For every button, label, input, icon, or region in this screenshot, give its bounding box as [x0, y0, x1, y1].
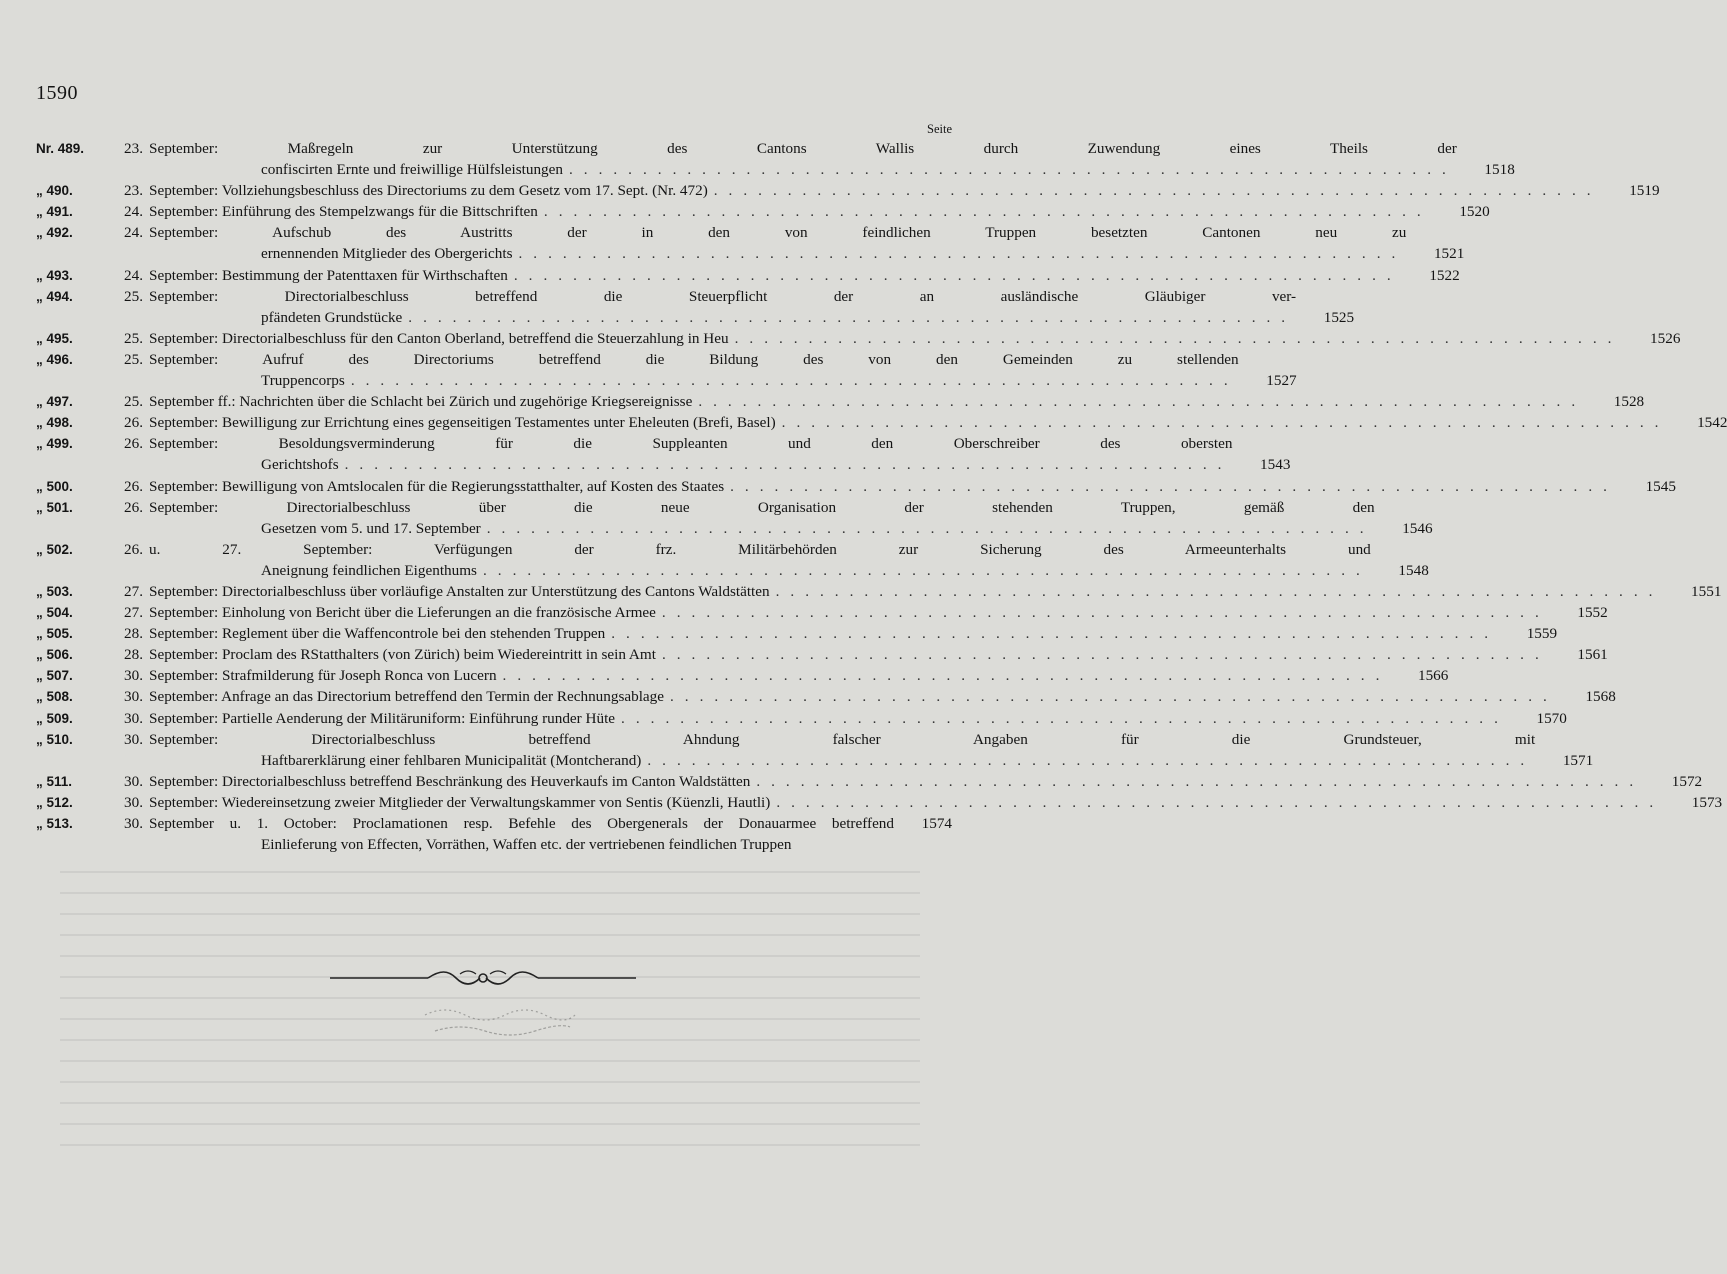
entry-day: 26.	[124, 540, 143, 558]
entry-title-line: September: Aufschub des Austritts der in den von feindlichen Truppen besetzten Cantonen neu zu	[149, 224, 1407, 242]
page-column-header: Seite	[927, 122, 952, 136]
entry-title-line: September: Bestimmung der Patenttaxen für Wirthschaften	[149, 266, 508, 284]
dot-leader: ............................................................	[408, 308, 1297, 326]
entry-title-line: September: Einführung des Stempelzwangs für die Bittschriften	[149, 203, 538, 221]
toc-entry	[36, 328, 1681, 349]
dot-leader: ............................................................	[502, 667, 1391, 685]
entry-title-line: September: Wiedereinsetzung zweier Mitglieder der Verwaltungskammer von Sentis (Küenzli, Hautli)	[149, 793, 771, 811]
entry-title	[146, 581, 1663, 602]
entry-title	[146, 476, 1618, 497]
dot-leader: ............................................................	[698, 393, 1587, 411]
dot-leader: ............................................................	[730, 477, 1618, 495]
entry-page-number: 1526	[1650, 329, 1681, 347]
entry-title	[146, 328, 1622, 349]
entry-title	[146, 539, 1371, 581]
entry-page-number: 1552	[1577, 604, 1608, 622]
entry-title-line: September: Aufruf des Directoriums betreffend die Bildung des von den Gemeinden zu stellenden	[149, 350, 1239, 368]
entry-day: 30.	[124, 730, 143, 748]
entry-page-number: 1545	[1645, 477, 1676, 495]
toc-entry	[36, 412, 1727, 433]
dot-leader: ............................................................	[518, 245, 1407, 263]
entry-title-line: September ff.: Nachrichten über die Schlacht bei Zürich und zugehörige Kriegsereignisse	[149, 393, 693, 411]
entry-page-number: 1542	[1697, 414, 1727, 432]
entry-title-line: September: Einholung von Bericht über die Lieferungen an die französische Armee	[149, 604, 656, 622]
entry-title	[146, 771, 1644, 792]
entry-title	[146, 686, 1558, 707]
entry-number: „ 506.	[36, 647, 73, 663]
entry-number: „ 498.	[36, 415, 73, 431]
entry-day: 26.	[124, 414, 143, 432]
dot-leader: ............................................................	[568, 161, 1457, 179]
toc-entry	[36, 265, 1460, 286]
entry-title	[146, 433, 1232, 475]
entry-page-number: 1527	[1266, 372, 1297, 390]
dot-leader: ............................................................	[661, 646, 1550, 664]
entry-title-continuation: Truppencorps	[261, 372, 345, 390]
faded-stamp	[420, 995, 580, 1043]
entry-page-number: 1528	[1613, 393, 1645, 411]
entry-number: „ 490.	[36, 183, 73, 199]
toc-entry	[36, 539, 1429, 581]
toc-entry	[36, 813, 952, 855]
entry-title	[146, 708, 1509, 729]
entry-title	[146, 602, 1550, 623]
entry-title-continuation: pfändeten Grundstücke	[261, 308, 403, 326]
dot-leader: ............................................................	[776, 793, 1665, 811]
entry-number: „ 500.	[36, 478, 73, 494]
toc-entry	[36, 497, 1433, 539]
toc-entry	[36, 286, 1355, 328]
entry-title	[146, 222, 1406, 264]
dot-leader: ............................................................	[661, 604, 1550, 622]
entry-number: „ 502.	[36, 541, 73, 557]
toc-entry	[36, 602, 1608, 623]
entry-number: „ 492.	[36, 225, 73, 241]
toc-entry	[36, 665, 1449, 686]
entry-number: Nr. 489.	[36, 141, 85, 156]
entry-number: „ 505.	[36, 626, 73, 642]
entry-number: „ 496.	[36, 351, 73, 367]
entry-title-continuation: ernennenden Mitglieder des Obergerichts	[261, 245, 513, 263]
toc-entry	[36, 138, 1515, 180]
entry-page-number: 1520	[1459, 203, 1490, 221]
entry-day: 27.	[124, 582, 143, 600]
entry-title-line: September: Directorialbeschluss betreffend die Steuerpflicht der an ausländische Gläubiger ver-	[149, 287, 1297, 305]
entry-title	[146, 792, 1664, 813]
entry-title	[146, 644, 1550, 665]
entry-day: 25.	[124, 350, 143, 368]
entry-title-line: September: Reglement über die Waffencontrole bei den stehenden Truppen	[149, 625, 606, 643]
toc-entry	[36, 222, 1465, 264]
toc-entry	[36, 792, 1723, 813]
entry-title	[146, 265, 1402, 286]
entry-day: 24.	[124, 203, 143, 221]
toc-entry	[36, 391, 1645, 412]
entry-page-number: 1568	[1585, 688, 1616, 706]
entry-title-continuation: confiscirten Ernte und freiwillige Hülfsleistungen	[261, 161, 563, 179]
entry-number: „ 495.	[36, 330, 73, 346]
entry-number: „ 510.	[36, 731, 73, 747]
dot-leader: ............................................................	[647, 751, 1536, 769]
dot-leader: ............................................................	[344, 456, 1233, 474]
dot-leader: ............................................................	[756, 772, 1645, 790]
entry-page-number: 1522	[1429, 266, 1460, 284]
entry-page-number: 1566	[1417, 667, 1449, 685]
entry-day: 27.	[124, 604, 143, 622]
dot-leader: ............................................................	[513, 266, 1402, 284]
entry-day: 30.	[124, 815, 143, 832]
entry-title-line: September: Besoldungsverminderung für die Suppleanten und den Oberschreiber des obersten	[149, 435, 1233, 453]
entry-title-line: September: Directorialbeschluss über vorläufige Anstalten zur Unterstützung des Cantons Waldstätten	[149, 582, 770, 600]
entry-day: 30.	[124, 772, 143, 790]
entry-number: „ 501.	[36, 499, 73, 515]
entry-title	[146, 497, 1375, 539]
entry-day: 24.	[124, 224, 143, 242]
entry-number: „ 491.	[36, 204, 73, 220]
table-of-contents	[36, 138, 1727, 855]
entry-number: „ 507.	[36, 668, 73, 684]
toc-entry	[36, 349, 1297, 391]
entry-title	[146, 349, 1239, 391]
entry-title-continuation: Aneignung feindlichen Eigenthums	[261, 561, 477, 579]
entry-day: 25.	[124, 393, 143, 411]
entry-day: 25.	[124, 287, 143, 305]
dot-leader: ............................................................	[482, 561, 1371, 579]
entry-title	[146, 813, 894, 855]
toc-entry	[36, 686, 1616, 707]
entry-title-line: September: Bewilligung zur Errichtung eines gegenseitigen Testamentes unter Eheleuten (Brefi, Basel)	[149, 414, 776, 432]
entry-title-continuation: Einlieferung von Effecten, Vorräthen, Waffen etc. der vertriebenen feindlichen Truppen	[261, 836, 792, 854]
entry-page-number: 1559	[1526, 625, 1558, 643]
entry-page-number: 1571	[1562, 751, 1594, 769]
dot-leader: ............................................................	[543, 203, 1432, 221]
entry-day: 30.	[124, 793, 143, 811]
entry-title-line: u. 27. September: Verfügungen der frz. Militärbehörden zur Sicherung des Armeeunterhalts und	[149, 540, 1371, 558]
entry-day: 30.	[124, 688, 143, 706]
entry-page-number: 1572	[1671, 772, 1703, 790]
entry-title-line: September: Directorialbeschluss für den Canton Oberland, betreffend die Steuerzahlung in Heu	[149, 329, 729, 347]
entry-day: 28.	[124, 646, 143, 664]
entry-day: 25.	[124, 329, 143, 347]
entry-number: „ 493.	[36, 267, 73, 283]
entry-title-line: September: Proclam des RStatthalters (von Zürich) beim Wiedereintritt in sein Amt	[149, 646, 656, 664]
entry-title-line: September: Directorialbeschluss betreffend Ahndung falscher Angaben für die Grundsteuer, mit	[149, 730, 1536, 748]
dot-leader: ............................................................	[781, 414, 1670, 432]
entry-title	[146, 623, 1499, 644]
toc-entry	[36, 476, 1676, 497]
entry-title-line: September: Strafmilderung für Joseph Ronca von Lucern	[149, 667, 497, 685]
entry-day: 30.	[124, 709, 143, 727]
entry-number: „ 499.	[36, 436, 73, 452]
entry-title-line: September: Directorialbeschluss über die neue Organisation der stehenden Truppen, gemäß den	[149, 498, 1375, 516]
toc-entry	[36, 729, 1594, 771]
toc-entry	[36, 644, 1608, 665]
entry-number: „ 497.	[36, 394, 73, 410]
page-number: 1590	[36, 82, 78, 104]
entry-page-number: 1521	[1433, 245, 1465, 263]
dot-leader: ............................................................	[734, 329, 1623, 347]
entry-page-number: 1519	[1629, 182, 1660, 200]
entry-page-number: 1546	[1402, 519, 1433, 537]
entry-page-number: 1543	[1260, 456, 1291, 474]
toc-entry	[36, 433, 1291, 475]
toc-entry	[36, 201, 1490, 222]
entry-title	[146, 412, 1669, 433]
entry-day: 23.	[124, 182, 143, 200]
entry-page-number: 1551	[1691, 582, 1722, 600]
entry-title	[146, 391, 1586, 412]
entry-title-line: September: Partielle Aenderung der Militäruniform: Einführung runder Hüte	[149, 709, 616, 727]
entry-title-line: September: Anfrage an das Directorium betreffend den Termin der Rechnungsablage	[149, 688, 664, 706]
entry-page-number: 1574	[921, 815, 952, 832]
entry-title-line: September u. 1. October: Proclamationen resp. Befehle des Obergenerals der Donauarmee betreffend	[149, 815, 894, 832]
dot-leader: ............................................................	[670, 688, 1558, 706]
entry-page-number: 1573	[1691, 793, 1723, 811]
entry-title-continuation: Gerichtshofs	[261, 456, 339, 474]
entry-title	[146, 201, 1432, 222]
entry-day: 26.	[124, 435, 143, 453]
entry-page-number: 1561	[1577, 646, 1608, 664]
dot-leader: ............................................................	[486, 519, 1375, 537]
entry-number: „ 494.	[36, 288, 73, 304]
toc-entry	[36, 708, 1567, 729]
entry-title	[146, 180, 1602, 201]
entry-number: „ 513.	[36, 816, 73, 831]
entry-page-number: 1525	[1323, 308, 1355, 326]
toc-entry	[36, 180, 1660, 201]
entry-number: „ 511.	[36, 773, 73, 789]
entry-title-line: September: Directorialbeschluss betreffend Beschränkung des Heuverkaufs im Canton Waldstätten	[149, 772, 751, 790]
entry-day: 28.	[124, 625, 143, 643]
toc-entry	[36, 623, 1558, 644]
entry-page-number: 1570	[1536, 709, 1567, 727]
entry-number: „ 503.	[36, 583, 73, 599]
entry-title-line: September: Bewilligung von Amtslocalen für die Regierungsstatthalter, auf Kosten des Staates	[149, 477, 725, 495]
dot-leader: ............................................................	[350, 372, 1239, 390]
entry-number: „ 504.	[36, 605, 73, 621]
entry-day: 24.	[124, 266, 143, 284]
entry-number: „ 508.	[36, 689, 73, 705]
dot-leader: ............................................................	[713, 182, 1602, 200]
entry-title	[146, 286, 1296, 328]
entry-title-line: September: Vollziehungsbeschluss des Directoriums zu dem Gesetz vom 17. Sept. (Nr. 472)	[149, 182, 708, 200]
dot-leader: ............................................................	[611, 625, 1500, 643]
entry-title	[146, 729, 1535, 771]
toc-entry	[36, 581, 1722, 602]
entry-day: 26.	[124, 477, 143, 495]
entry-number: „ 512.	[36, 794, 73, 810]
entry-day: 26.	[124, 498, 143, 516]
entry-title-line: September: Maßregeln zur Unterstützung des Cantons Wallis durch Zuwendung eines Theils der	[149, 140, 1457, 157]
entry-page-number: 1548	[1398, 561, 1429, 579]
entry-title	[146, 138, 1457, 180]
decorative-ornament	[330, 968, 636, 988]
toc-entry	[36, 771, 1703, 792]
entry-page-number: 1518	[1484, 161, 1515, 179]
dot-leader: ............................................................	[775, 582, 1664, 600]
entry-title-continuation: Haftbarerklärung einer fehlbaren Municipalität (Montcherand)	[261, 751, 642, 769]
entry-title	[146, 665, 1390, 686]
entry-day: 23.	[124, 140, 143, 157]
dot-leader: ............................................................	[621, 709, 1509, 727]
entry-day: 30.	[124, 667, 143, 685]
entry-number: „ 509.	[36, 710, 73, 726]
entry-title-continuation: Gesetzen vom 5. und 17. September	[261, 519, 481, 537]
